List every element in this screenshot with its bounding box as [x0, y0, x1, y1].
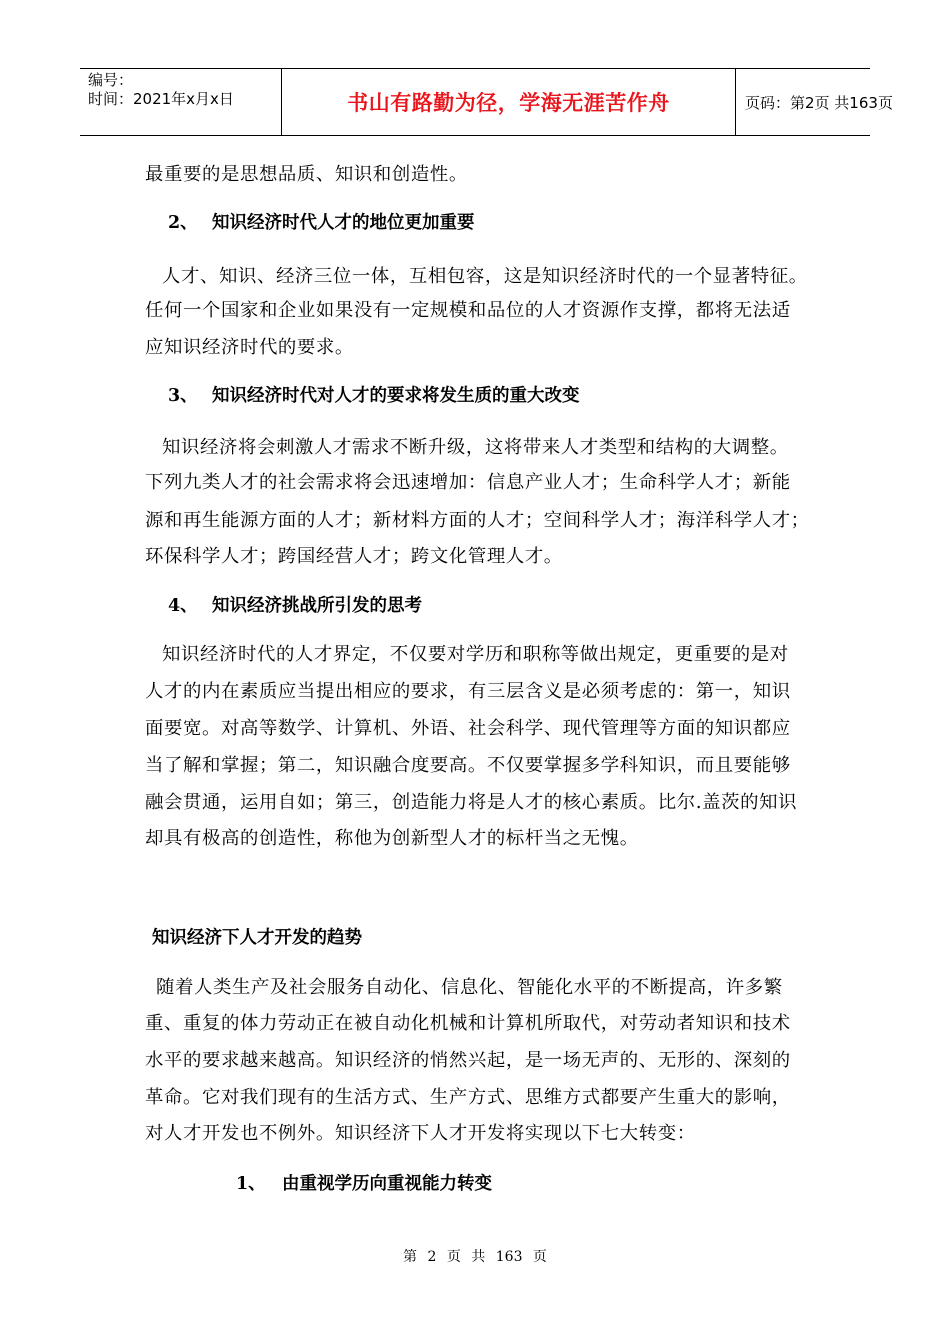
- header-time-label: 时间：2021年x月x日: [88, 90, 234, 108]
- header-meta: [80, 69, 282, 135]
- paragraph-line: 革命。它对我们现有的生活方式、生产方式、思维方式都要产生重大的影响，: [145, 1087, 791, 1108]
- paragraph-line: 知识经济时代的人才界定，不仅要对学历和职称等做出规定，更重要的是对: [162, 644, 789, 665]
- paragraph-line: 下列九类人才的社会需求将会迅速增加：信息产业人才；生命科学人才；新能: [145, 472, 791, 493]
- paragraph-line: 当了解和掌握；第二，知识融合度要高。不仅要掌握多学科知识，而且要能够: [145, 755, 791, 776]
- section-number: 3、: [168, 386, 198, 406]
- paragraph-line: 随着人类生产及社会服务自动化、信息化、智能化水平的不断提高，许多繁: [156, 977, 783, 998]
- section-number: 4、: [168, 596, 198, 616]
- paragraph-line: 重、重复的体力劳动正在被自动化机械和计算机所取代，对劳动者知识和技术: [145, 1013, 791, 1034]
- page-header: [80, 68, 893, 136]
- paragraph-line: 对人才开发也不例外。知识经济下人才开发将实现以下七大转变：: [145, 1123, 696, 1144]
- header-motto: 书山有路勤为径，学海无涯苦作舟: [282, 69, 736, 135]
- paragraph-line: 最重要的是思想品质、知识和创造性。: [145, 164, 468, 185]
- paragraph-line: 水平的要求越来越高。知识经济的悄然兴起，是一场无声的、无形的、深刻的: [145, 1050, 791, 1071]
- header-page-info: 页码：第2页 共163页: [745, 93, 893, 112]
- section-number: 2、: [168, 213, 198, 233]
- paragraph-line: 人才、知识、经济三位一体，互相包容，这是知识经济时代的一个显著特征。: [162, 266, 808, 287]
- section-heading: 由重视学历向重视能力转变: [282, 1174, 492, 1194]
- header-number-label: 编号：: [88, 71, 134, 89]
- section-number: 1、: [236, 1174, 266, 1194]
- paragraph-line: 源和再生能源方面的人才；新材料方面的人才；空间科学人才；海洋科学人才；: [145, 510, 810, 531]
- paragraph-line: 知识经济将会刺激人才需求不断升级，这将带来人才类型和结构的大调整。: [162, 437, 789, 458]
- section-heading: 知识经济时代人才的地位更加重要: [212, 213, 475, 233]
- paragraph-line: 却具有极高的创造性，称他为创新型人才的标杆当之无愧。: [145, 828, 639, 849]
- paragraph-line: 应知识经济时代的要求。: [145, 337, 354, 358]
- section-title: 知识经济下人才开发的趋势: [152, 928, 362, 948]
- section-heading: 知识经济挑战所引发的思考: [212, 596, 422, 616]
- page-footer: 第 2 页 共 163 页: [403, 1249, 547, 1265]
- paragraph-line: 环保科学人才；跨国经营人才；跨文化管理人才。: [145, 546, 563, 567]
- paragraph-line: 融会贯通，运用自如；第三，创造能力将是人才的核心素质。比尔.盖茨的知识: [145, 792, 798, 813]
- paragraph-line: 面要宽。对高等数学、计算机、外语、社会科学、现代管理等方面的知识都应: [145, 718, 791, 739]
- section-heading: 知识经济时代对人才的要求将发生质的重大改变: [212, 386, 580, 406]
- paragraph-line: 人才的内在素质应当提出相应的要求，有三层含义是必须考虑的：第一，知识: [145, 681, 791, 702]
- paragraph-line: 任何一个国家和企业如果没有一定规模和品位的人才资源作支撑，都将无法适: [145, 300, 791, 321]
